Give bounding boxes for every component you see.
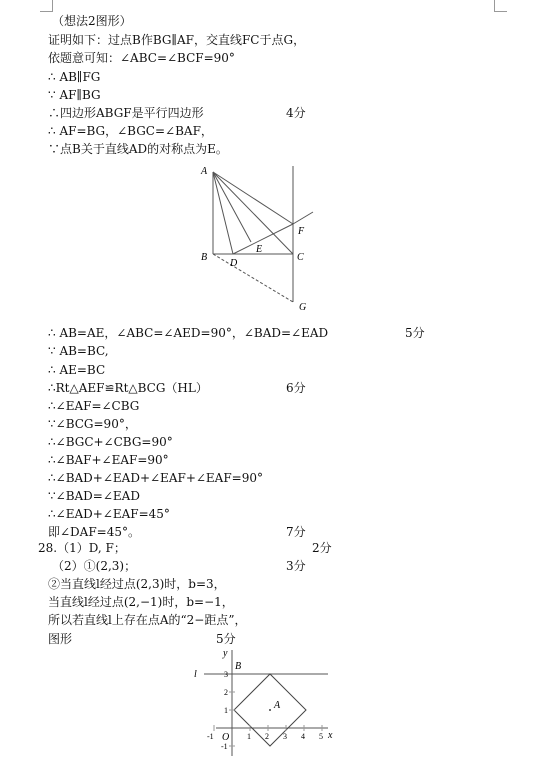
fig1-label-B: B xyxy=(201,252,208,263)
line-baf-eaf: ∴∠BAF+∠EAF=90° xyxy=(48,453,169,467)
point-A xyxy=(269,709,271,711)
fig1-label-F: F xyxy=(298,226,305,237)
line-af-bg: ∴ AF=BG，∠BGC=∠BAF， xyxy=(48,124,213,138)
segment-AC xyxy=(213,172,293,254)
line-daf-45: 即∠DAF=45°。 xyxy=(48,525,140,539)
score-3: 3分 xyxy=(286,559,306,573)
line-bad-ead: ∵∠BAD=∠EAD xyxy=(48,489,140,503)
x-tick-2: 2 xyxy=(265,732,269,741)
segment-EF-ext xyxy=(293,212,313,224)
coordinate-figure xyxy=(188,646,338,766)
fig2-origin-label: O xyxy=(222,732,230,743)
fig1-label-C: C xyxy=(297,252,304,263)
line-heading: （想法2图形） xyxy=(52,14,132,28)
line-bcg-90: ∵∠BCG=90°， xyxy=(48,417,137,431)
fig2-y-label: y xyxy=(223,648,228,659)
segment-BG-dashed xyxy=(213,254,293,302)
y-tick-2: 2 xyxy=(224,688,228,697)
page-corner-mark-left-h xyxy=(40,11,53,12)
line-parallelogram: ∴四边形ABGF是平行四边形 xyxy=(48,106,204,120)
line-ae-bc: ∴ AE=BC xyxy=(48,363,106,377)
line-proof-intro: 证明如下：过点B作BG∥AF，交直线FC于点G， xyxy=(48,33,306,47)
score-4: 4分 xyxy=(286,106,306,120)
segment-AD xyxy=(213,172,233,254)
line-given: 依题意可知：∠ABC=∠BCF=90° xyxy=(48,51,235,65)
score-6: 6分 xyxy=(286,381,306,395)
fig2-x-label: x xyxy=(328,730,333,741)
x-tick-neg1: -1 xyxy=(207,732,214,741)
line-bgc-cbg: ∴∠BGC+∠CBG=90° xyxy=(48,435,173,449)
line-ab-ae: ∴ AB=AE，∠ABC=∠AED=90°，∠BAD=∠EAD xyxy=(48,326,329,340)
fig1-label-A: A xyxy=(201,166,208,177)
y-tick-neg1: -1 xyxy=(221,742,228,751)
line-ab-bc: ∵ AB=BC, xyxy=(48,344,109,358)
score-5: 5分 xyxy=(405,326,425,340)
line-ead-eaf-45: ∴∠EAD+∠EAF=45° xyxy=(48,507,170,521)
line-figure-label: 图形 xyxy=(48,632,73,646)
segment-DE-F xyxy=(233,224,293,254)
fig2-B-label: B xyxy=(235,661,242,672)
y-tick-3: 3 xyxy=(224,670,228,679)
line-q28-2-3: 当直线l经过点(2,−1)时，b=−1， xyxy=(48,595,234,609)
fig1-label-E: E xyxy=(256,244,263,255)
fig2-line-label: l xyxy=(194,669,197,680)
line-af-parallel: ∵ AF∥BG xyxy=(48,88,101,102)
score-2: 2分 xyxy=(312,541,332,555)
x-tick-3: 3 xyxy=(283,732,287,741)
page-corner-mark-right-h xyxy=(494,11,507,12)
score-7: 7分 xyxy=(286,525,306,539)
x-tick-5: 5 xyxy=(319,732,323,741)
x-tick-4: 4 xyxy=(301,732,305,741)
fig1-label-D: D xyxy=(230,258,238,269)
fig1-label-G: G xyxy=(299,302,307,313)
geometry-figure xyxy=(195,162,325,318)
line-eaf-cbg: ∴∠EAF=∠CBG xyxy=(48,399,140,413)
line-sum-90: ∴∠BAD+∠EAD+∠EAF+∠EAF=90° xyxy=(48,471,263,485)
line-congruent: ∴Rt△AEF≌Rt△BCG（HL） xyxy=(48,381,208,395)
y-tick-1: 1 xyxy=(224,706,228,715)
segment-AE xyxy=(213,172,251,242)
line-q28-2-1: （2）①(2,3)； xyxy=(52,559,137,573)
line-q28-conclusion: 所以若直线l上存在点A的“2−距点”， xyxy=(48,613,247,627)
score-5b: 5分 xyxy=(216,632,236,646)
line-q28-2-2: ②当直线l经过点(2,3)时，b=3， xyxy=(48,577,226,591)
line-q28-1: 28.（1）D, F； xyxy=(38,541,126,555)
fig2-A-label: A xyxy=(274,700,281,711)
x-tick-1: 1 xyxy=(247,732,251,741)
line-ab-parallel: ∴ AB∥FG xyxy=(48,70,101,84)
segment-AF xyxy=(213,172,293,224)
line-symmetric: ∵点B关于直线AD的对称点为E。 xyxy=(48,142,228,156)
